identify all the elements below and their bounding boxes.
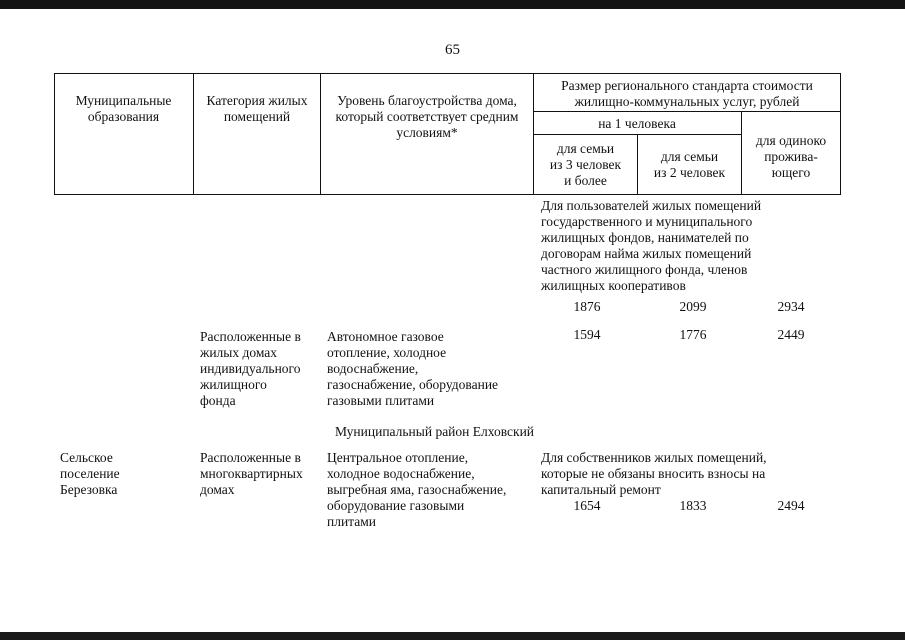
- block3-municipality-line: поселение: [60, 466, 120, 481]
- page-number: 65: [445, 42, 460, 58]
- block1-note-line: жилищных фондов, нанимателей по: [541, 230, 749, 245]
- header-single-line2: прожива-: [764, 149, 818, 164]
- header-col-divider-5: [741, 111, 742, 195]
- block1-note-line: частного жилищного фонда, членов: [541, 262, 748, 277]
- value-family3: 1654: [573, 498, 601, 513]
- block3-category-line: домах: [200, 482, 235, 497]
- header-single-line3: ющего: [771, 165, 811, 180]
- header-standard-line2: жилищно-коммунальных услуг, рублей: [574, 94, 800, 109]
- block2-category-line: жилищного: [200, 377, 267, 392]
- header-family3-line2: из 3 человек: [549, 157, 622, 172]
- header-category: Категория жилых помещений: [206, 93, 308, 124]
- block1-note-line: Для пользователей жилых помещений: [541, 198, 762, 213]
- block3-level-line: Центральное отопление,: [327, 450, 469, 465]
- table-header: [0, 0, 905, 200]
- block2-category-line: жилых домах: [200, 345, 278, 360]
- block3-municipality-line: Березовка: [60, 482, 118, 497]
- header-top-border: [54, 73, 841, 74]
- header-col-divider-3: [533, 73, 534, 195]
- header-family3-line3: и более: [564, 173, 607, 188]
- block2-level-line: отопление, холодное: [327, 345, 447, 360]
- block3-category-line: многоквартирных: [200, 466, 303, 481]
- header-bottom-border: [54, 194, 841, 195]
- header-col-divider-2: [320, 73, 321, 195]
- header-municipality: Муниципальные образования: [75, 93, 172, 124]
- block2-level-line: газовыми плитами: [327, 393, 435, 408]
- value-family2: 2099: [679, 299, 707, 314]
- header-single-line1: для одиноко: [755, 133, 827, 148]
- header-family2-line1: для семьи: [660, 149, 719, 164]
- value-family2: 1776: [679, 327, 707, 342]
- value-single: 2449: [777, 327, 805, 342]
- header-family2-line2: из 2 человек: [653, 165, 726, 180]
- block1-note-line: договорам найма жилых помещений: [541, 246, 752, 261]
- block1-note-line: жилищных кооперативов: [541, 278, 686, 293]
- block3-note-line: которые не обязаны вносить взносы на: [541, 466, 766, 481]
- block2-level-line: Автономное газовое: [327, 329, 444, 344]
- header-left-border: [54, 73, 55, 195]
- block3-category-line: Расположенные в: [200, 450, 301, 465]
- block3-note-line: Для собственников жилых помещений,: [541, 450, 767, 465]
- value-family3: 1594: [573, 327, 601, 342]
- block3-level-line: холодное водоснабжение,: [327, 466, 475, 481]
- value-single: 2494: [777, 498, 805, 513]
- value-single: 2934: [777, 299, 805, 314]
- block3-level-line: оборудование газовыми: [327, 498, 465, 513]
- block3-level-line: выгребная яма, газоснабжение,: [327, 482, 507, 497]
- block3-level-line: плитами: [327, 514, 377, 529]
- block2-category-line: фонда: [200, 393, 236, 408]
- header-right-border: [840, 73, 841, 195]
- block3-municipality-line: Сельское: [60, 450, 113, 465]
- header-col-divider-4: [637, 134, 638, 195]
- header-improvement-level: Уровень благоустройства дома, который соответствует средним условиям*: [335, 93, 519, 140]
- value-family3: 1876: [573, 299, 601, 314]
- bottom-border-rule: [0, 632, 905, 640]
- block2-level-line: газоснабжение, оборудование: [327, 377, 499, 392]
- block1-note-line: государственного и муниципального: [541, 214, 753, 229]
- header-per-person: на 1 человека: [598, 116, 676, 131]
- block3-note-line: капитальный ремонт: [541, 482, 661, 497]
- district-title: Муниципальный район Елховский: [335, 424, 535, 439]
- header-standard-line1: Размер регионального стандарта стоимости: [561, 78, 813, 93]
- block2-level-line: водоснабжение,: [327, 361, 419, 376]
- header-col-divider-1: [193, 73, 194, 195]
- block2-category-line: индивидуального: [200, 361, 301, 376]
- block2-category-line: Расположенные в: [200, 329, 301, 344]
- header-standard-divider: [533, 111, 841, 112]
- header-family3-line1: для семьи: [556, 141, 615, 156]
- value-family2: 1833: [679, 498, 707, 513]
